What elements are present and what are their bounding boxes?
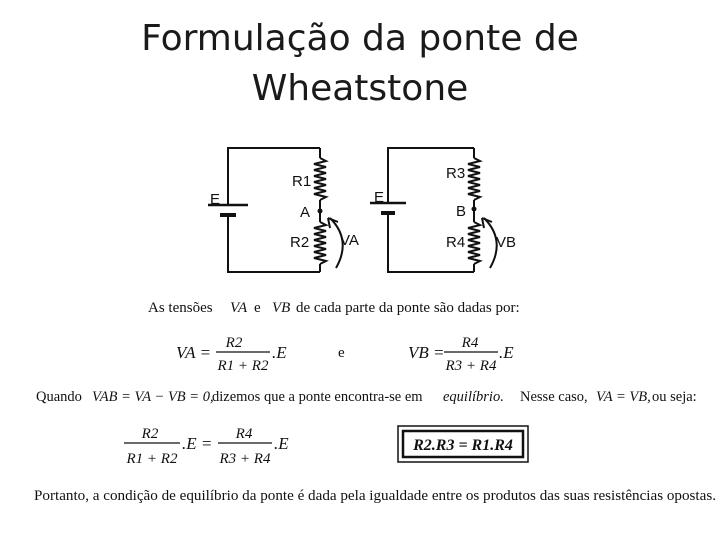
bal-denominator-2: R3 + R4: [219, 451, 271, 467]
eq-vb-tail: .E: [499, 343, 514, 362]
when-text-1: Quando: [36, 389, 82, 405]
intro-text-1: As tensões: [148, 300, 213, 316]
va-label: VA: [340, 232, 359, 249]
bal-numerator-2: R4: [235, 426, 253, 442]
result-boxed-equation: R2.R3 = R1.R4: [413, 437, 513, 454]
bal-middle: .E =: [182, 434, 213, 453]
when-equation: VAB = VA − VB = 0,: [92, 389, 214, 405]
r4-label: R4: [446, 234, 466, 251]
r3-label: R3: [446, 165, 466, 182]
when-text-2: dizemos que a ponte encontra-se em: [212, 389, 423, 405]
intro-e: e: [254, 300, 261, 316]
when-equilibrium: equilíbrio.: [443, 389, 504, 405]
right-circuit: [370, 148, 497, 272]
left-circuit: [208, 148, 343, 272]
intro-vb: VB: [272, 300, 291, 316]
resistor-r3-symbol: [468, 158, 480, 200]
eq-vb-numerator: R4: [461, 335, 479, 351]
title-line-1: Formulação da ponte de: [141, 18, 579, 59]
bal-numerator-1: R2: [141, 426, 159, 442]
eq-va-lhs: VA =: [176, 343, 211, 362]
eq-va-numerator: R2: [225, 335, 243, 351]
eq-va-tail: .E: [272, 343, 287, 362]
node-b-dot: [472, 207, 477, 212]
bal-tail: .E: [274, 434, 289, 453]
eq-conjunction: e: [338, 345, 345, 361]
intro-text-2: de cada parte da ponte são dadas por:: [296, 300, 520, 316]
resistor-r4-symbol: [468, 222, 480, 264]
resistor-r1-symbol: [314, 158, 326, 200]
r1-label: R1: [292, 173, 312, 190]
intro-va: VA: [230, 300, 248, 316]
conclusion-text: Portanto, a condição de equilíbrio da ponte é dada pela igualdade entre os produtos das suas resistências opostas.: [34, 488, 716, 504]
node-a-label: A: [300, 204, 311, 221]
node-a-dot: [318, 209, 323, 214]
when-text-4: ou seja:: [652, 389, 697, 405]
eq-vb-lhs: VB =: [408, 343, 445, 362]
eq-va-denominator: R1 + R2: [217, 358, 269, 374]
right-source-label: E: [374, 189, 385, 206]
when-equation-2: VA = VB,: [596, 389, 651, 405]
right-voltage-arc: [484, 218, 497, 268]
r2-label: R2: [290, 234, 310, 251]
vb-label: VB: [496, 234, 517, 251]
left-source-label: E: [210, 191, 221, 208]
title-line-2: Wheatstone: [251, 68, 469, 109]
bal-denominator-1: R1 + R2: [126, 451, 178, 467]
node-b-label: B: [456, 203, 467, 220]
when-text-3: Nesse caso,: [520, 389, 588, 405]
eq-vb-denominator: R3 + R4: [445, 358, 497, 374]
resistor-r2-symbol: [314, 222, 326, 264]
